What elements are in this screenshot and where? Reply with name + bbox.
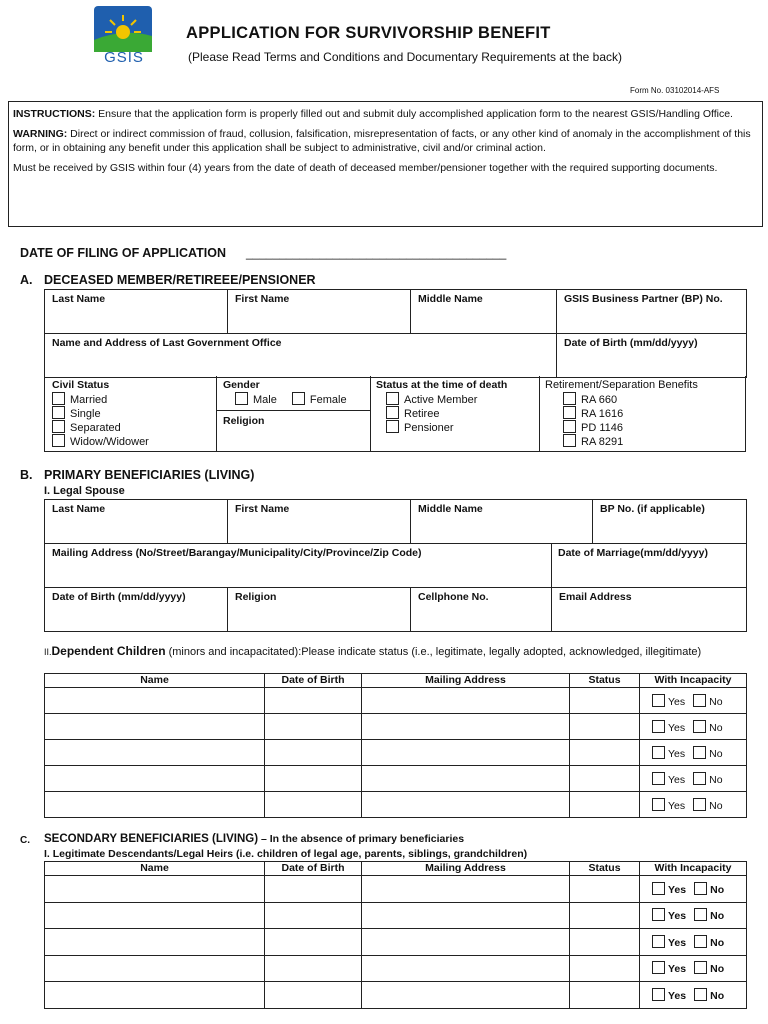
incapacity-no-label: No — [710, 936, 725, 949]
divider — [539, 376, 540, 451]
status-at-death-option[interactable] — [386, 406, 507, 420]
civil-status-checkbox[interactable] — [52, 392, 65, 405]
child-incapacity-cell — [640, 740, 747, 766]
divider — [216, 376, 217, 451]
civil-status-label: Civil Status — [52, 379, 110, 391]
deceased-bp-number[interactable] — [557, 290, 747, 334]
deceased-middle-name[interactable] — [411, 290, 557, 334]
spouse-last-name-label: Last Name — [52, 503, 106, 515]
incapacity-no-label: No — [709, 747, 723, 760]
spouse-mailing-address[interactable] — [45, 544, 552, 588]
civil-status-option[interactable] — [52, 406, 149, 420]
heir-row — [45, 982, 747, 1009]
heir-column-header: With Incapacity — [640, 862, 747, 876]
instructions-box — [8, 101, 763, 227]
legal-heirs-subtitle: I. Legitimate Descendants/Legal Heirs (i.e. children of legal age, parents, siblings, grandchildren) — [44, 848, 528, 860]
retirement-benefit-option[interactable] — [563, 392, 698, 406]
date-of-marriage[interactable] — [552, 544, 747, 588]
child-name-cell[interactable] — [45, 688, 265, 714]
instructions-text: Ensure that the application form is properly filled out and submit duly accomplished application form to the nearest GSIS/Handling Office. — [95, 108, 733, 120]
spouse-first-name[interactable] — [228, 500, 411, 544]
spouse-cellphone-label: Cellphone No. — [418, 591, 489, 603]
civil-status-option[interactable] — [52, 420, 149, 434]
section-a-status-row — [44, 376, 746, 452]
heir-name-cell[interactable] — [45, 955, 265, 982]
retirement-benefit-option[interactable] — [563, 406, 698, 420]
retirement-benefit-checkbox[interactable] — [563, 434, 576, 447]
incapacity-no-checkbox[interactable] — [694, 935, 707, 948]
child-date-of-birth-cell[interactable] — [265, 740, 362, 766]
page-subtitle: (Please Read Terms and Conditions and Documentary Requirements at the back) — [188, 50, 623, 64]
child-status-cell[interactable] — [570, 766, 640, 792]
retirement-benefit-option-label: RA 1616 — [581, 408, 624, 420]
heir-status-cell[interactable] — [570, 982, 640, 1009]
child-incapacity-cell — [640, 714, 747, 740]
heir-column-header: Name — [45, 862, 265, 876]
child-date-of-birth-cell[interactable] — [265, 766, 362, 792]
incapacity-yes-checkbox[interactable] — [652, 882, 665, 895]
spouse-bp-number[interactable] — [593, 500, 747, 544]
spouse-middle-name-label: Middle Name — [418, 503, 483, 515]
deceased-first-name[interactable] — [228, 290, 411, 334]
child-row — [45, 766, 747, 792]
child-column-header: With Incapacity — [640, 674, 747, 688]
deadline-paragraph: Must be received by GSIS within four (4) years from the date of death of deceased member/pensioner together with the required supporting documents. — [13, 162, 718, 174]
incapacity-no-checkbox[interactable] — [694, 961, 707, 974]
incapacity-no-checkbox[interactable] — [693, 694, 706, 707]
child-row — [45, 740, 747, 766]
civil-status-option-label: Married — [70, 394, 108, 406]
form-number: Form No. 03102014-AFS — [630, 86, 720, 95]
child-incapacity-cell — [640, 766, 747, 792]
child-column-header: Mailing Address — [362, 674, 570, 688]
heir-mailing-address-cell[interactable] — [362, 902, 570, 929]
incapacity-yes-label: Yes — [668, 695, 686, 708]
heir-date-of-birth-cell[interactable] — [265, 929, 362, 956]
incapacity-yes-checkbox[interactable] — [652, 961, 665, 974]
section-c-title: SECONDARY BENEFICIARIES (LIVING) — [44, 833, 259, 845]
child-name-cell[interactable] — [45, 714, 265, 740]
status-at-death-checkbox[interactable] — [386, 406, 399, 419]
deceased-first-name-label: First Name — [235, 293, 290, 305]
status-at-death-option[interactable] — [386, 420, 507, 434]
child-mailing-address-cell[interactable] — [362, 740, 570, 766]
incapacity-no-label: No — [709, 695, 723, 708]
heir-row — [45, 876, 747, 903]
heir-column-header: Status — [570, 862, 640, 876]
gender-female-label: Female — [309, 394, 347, 406]
child-date-of-birth-cell[interactable] — [265, 688, 362, 714]
incapacity-no-checkbox[interactable] — [694, 988, 707, 1001]
divider — [370, 376, 371, 451]
divider — [217, 410, 370, 411]
retirement-benefit-option[interactable] — [563, 434, 698, 448]
heir-column-header: Mailing Address — [362, 862, 570, 876]
incapacity-no-checkbox[interactable] — [693, 772, 706, 785]
heir-status-cell[interactable] — [570, 902, 640, 929]
incapacity-no-label: No — [709, 721, 723, 734]
section-b-title: PRIMARY BENEFICIARIES (LIVING) — [44, 468, 255, 482]
incapacity-yes-checkbox[interactable] — [652, 935, 665, 948]
incapacity-no-checkbox[interactable] — [694, 908, 707, 921]
section-c-letter: C. — [20, 835, 30, 846]
status-at-death-option-label: Pensioner — [404, 422, 454, 434]
status-at-death-option[interactable] — [386, 392, 507, 406]
child-name-cell[interactable] — [45, 766, 265, 792]
civil-status-option-label: Widow/Widower — [70, 436, 149, 448]
civil-status-checkbox[interactable] — [52, 406, 65, 419]
heir-incapacity-cell — [640, 876, 747, 903]
child-date-of-birth-cell[interactable] — [265, 792, 362, 818]
heir-name-cell[interactable] — [45, 902, 265, 929]
deceased-last-name[interactable] — [45, 290, 228, 334]
filing-date-field[interactable]: _______________________________________ — [246, 246, 507, 260]
section-b-letter: B. — [20, 468, 33, 482]
incapacity-yes-checkbox[interactable] — [652, 746, 665, 759]
instructions-paragraph — [13, 107, 758, 121]
child-row — [45, 714, 747, 740]
date-of-marriage-label: Date of Marriage(mm/dd/yyyy) — [558, 547, 708, 559]
heir-status-cell[interactable] — [570, 929, 640, 956]
incapacity-yes-checkbox[interactable] — [652, 720, 665, 733]
retirement-benefit-checkbox[interactable] — [563, 420, 576, 433]
section-a-table — [44, 289, 747, 378]
dependent-children-note: (minors and incapacitated):Please indicate status (i.e., legitimate, legally adopted, acknowledged, illegitimate) — [165, 646, 702, 658]
retirement-benefit-option[interactable] — [563, 420, 698, 434]
retirement-benefits-label: Retirement/Separation Benefits — [545, 379, 698, 391]
incapacity-yes-checkbox[interactable] — [652, 798, 665, 811]
incapacity-no-label: No — [709, 799, 723, 812]
spouse-cellphone[interactable] — [411, 588, 552, 632]
child-status-cell[interactable] — [570, 688, 640, 714]
civil-status-option[interactable] — [52, 392, 149, 406]
heir-date-of-birth-cell[interactable] — [265, 902, 362, 929]
spouse-middle-name[interactable] — [411, 500, 593, 544]
incapacity-yes-label: Yes — [668, 989, 687, 1002]
incapacity-no-label: No — [710, 883, 725, 896]
incapacity-yes-checkbox[interactable] — [652, 694, 665, 707]
child-column-header: Name — [45, 674, 265, 688]
status-at-death-option-label: Active Member — [404, 394, 478, 406]
incapacity-no-checkbox[interactable] — [694, 882, 707, 895]
deceased-date-of-birth-label: Date of Birth (mm/dd/yyyy) — [564, 337, 698, 349]
spouse-date-of-birth[interactable] — [45, 588, 228, 632]
child-mailing-address-cell[interactable] — [362, 688, 570, 714]
gender-female-checkbox[interactable] — [292, 392, 305, 405]
child-column-header: Date of Birth — [265, 674, 362, 688]
heir-row — [45, 929, 747, 956]
deceased-religion-label[interactable]: Religion — [223, 415, 265, 427]
heir-mailing-address-cell[interactable] — [362, 929, 570, 956]
incapacity-no-checkbox[interactable] — [693, 720, 706, 733]
section-c-heading — [44, 833, 464, 845]
incapacity-no-checkbox[interactable] — [693, 746, 706, 759]
warning-label: WARNING: — [13, 128, 68, 140]
status-at-death-option-label: Retiree — [404, 408, 440, 420]
heir-name-cell[interactable] — [45, 982, 265, 1009]
instructions-label: INSTRUCTIONS: — [13, 108, 96, 120]
child-date-of-birth-cell[interactable] — [265, 714, 362, 740]
incapacity-no-checkbox[interactable] — [693, 798, 706, 811]
heir-incapacity-cell — [640, 929, 747, 956]
dependent-children-title: Dependent Children — [51, 644, 166, 658]
civil-status-group — [52, 378, 149, 448]
spouse-email-label: Email Address — [559, 591, 632, 603]
heir-column-header: Date of Birth — [265, 862, 362, 876]
gender-male-checkbox[interactable] — [235, 392, 248, 405]
heir-incapacity-cell — [640, 902, 747, 929]
incapacity-yes-label: Yes — [668, 747, 686, 760]
incapacity-yes-checkbox[interactable] — [652, 908, 665, 921]
incapacity-yes-label: Yes — [668, 910, 687, 923]
heir-date-of-birth-cell[interactable] — [265, 982, 362, 1009]
incapacity-yes-label: Yes — [668, 721, 686, 734]
dependent-children-prefix: II. — [44, 647, 52, 657]
spouse-first-name-label: First Name — [235, 503, 290, 515]
section-a-letter: A. — [20, 273, 33, 287]
heir-name-cell[interactable] — [45, 876, 265, 903]
heir-date-of-birth-cell[interactable] — [265, 955, 362, 982]
dependent-children-heading — [44, 644, 749, 659]
heir-date-of-birth-cell[interactable] — [265, 876, 362, 903]
incapacity-no-label: No — [709, 773, 723, 786]
incapacity-no-label: No — [710, 989, 725, 1002]
gender-group — [223, 378, 347, 406]
spouse-mailing-address-label: Mailing Address (No/Street/Barangay/Municipality/City/Province/Zip Code) — [52, 547, 422, 559]
incapacity-yes-label: Yes — [668, 773, 686, 786]
heir-incapacity-cell — [640, 982, 747, 1009]
child-incapacity-cell — [640, 792, 747, 818]
child-status-cell[interactable] — [570, 740, 640, 766]
deceased-bp-number-label: GSIS Business Partner (BP) No. — [564, 293, 723, 305]
incapacity-yes-checkbox[interactable] — [652, 988, 665, 1001]
last-government-office[interactable] — [45, 334, 557, 378]
gender-label: Gender — [223, 379, 260, 391]
civil-status-option[interactable] — [52, 434, 149, 448]
retirement-benefit-option-label: RA 660 — [581, 394, 618, 406]
legal-spouse-table — [44, 499, 747, 632]
civil-status-option-label: Single — [70, 408, 101, 420]
warning-paragraph — [13, 127, 758, 155]
spouse-date-of-birth-label: Date of Birth (mm/dd/yyyy) — [52, 591, 186, 603]
heir-mailing-address-cell[interactable] — [362, 876, 570, 903]
legal-spouse-subtitle: I. Legal Spouse — [44, 485, 125, 497]
child-row — [45, 792, 747, 818]
child-status-cell[interactable] — [570, 792, 640, 818]
spouse-bp-number-label: BP No. (if applicable) — [600, 503, 705, 515]
spouse-religion[interactable] — [228, 588, 411, 632]
gender-male-label: Male — [253, 394, 277, 406]
incapacity-yes-label: Yes — [668, 936, 687, 949]
status-at-death-label: Status at the time of death — [376, 379, 508, 391]
heir-name-cell[interactable] — [45, 929, 265, 956]
retirement-benefit-option-label: RA 8291 — [581, 436, 624, 448]
child-mailing-address-cell[interactable] — [362, 714, 570, 740]
deceased-date-of-birth[interactable] — [557, 334, 747, 378]
section-a-title: DECEASED MEMBER/RETIREEE/PENSIONER — [44, 273, 316, 287]
heir-row — [45, 955, 747, 982]
retirement-benefit-checkbox[interactable] — [563, 392, 576, 405]
incapacity-yes-label: Yes — [668, 963, 687, 976]
heir-status-cell[interactable] — [570, 876, 640, 903]
child-mailing-address-cell[interactable] — [362, 766, 570, 792]
status-at-death-checkbox[interactable] — [386, 420, 399, 433]
incapacity-no-label: No — [710, 963, 725, 976]
retirement-benefit-option-label: PD 1146 — [581, 422, 623, 434]
retirement-benefit-checkbox[interactable] — [563, 406, 576, 419]
child-row — [45, 688, 747, 714]
page-title: APPLICATION FOR SURVIVORSHIP BENEFIT — [186, 24, 551, 42]
status-at-death-checkbox[interactable] — [386, 392, 399, 405]
last-government-office-label: Name and Address of Last Government Office — [52, 337, 282, 349]
incapacity-yes-checkbox[interactable] — [652, 772, 665, 785]
spouse-last-name[interactable] — [45, 500, 228, 544]
incapacity-yes-label: Yes — [668, 799, 686, 812]
heir-mailing-address-cell[interactable] — [362, 955, 570, 982]
child-mailing-address-cell[interactable] — [362, 792, 570, 818]
dependent-children-table — [44, 673, 747, 818]
incapacity-yes-label: Yes — [668, 883, 687, 896]
civil-status-checkbox[interactable] — [52, 420, 65, 433]
deceased-last-name-label: Last Name — [52, 293, 106, 305]
section-c-note: – In the absence of primary beneficiaries — [258, 833, 465, 845]
retirement-benefits-group — [545, 378, 698, 448]
spouse-religion-label: Religion — [235, 591, 277, 603]
heir-mailing-address-cell[interactable] — [362, 982, 570, 1009]
logo-text: GSIS — [104, 49, 144, 66]
civil-status-checkbox[interactable] — [52, 434, 65, 447]
child-status-cell[interactable] — [570, 714, 640, 740]
child-name-cell[interactable] — [45, 792, 265, 818]
filing-date-label: DATE OF FILING OF APPLICATION — [20, 246, 227, 260]
child-column-header: Status — [570, 674, 640, 688]
heir-status-cell[interactable] — [570, 955, 640, 982]
deceased-middle-name-label: Middle Name — [418, 293, 483, 305]
warning-text: Direct or indirect commission of fraud, collusion, falsification, misrepresentation of facts, or any other kind of anomaly in the accomplishment of this form, or in obtaining any benefit under this application shall be subject to administrative, civil and/or criminal action. — [13, 128, 751, 154]
legal-heirs-table — [44, 861, 747, 1009]
incapacity-no-label: No — [710, 910, 725, 923]
child-incapacity-cell — [640, 688, 747, 714]
heir-row — [45, 902, 747, 929]
child-name-cell[interactable] — [45, 740, 265, 766]
status-at-death-group — [376, 378, 507, 434]
heir-incapacity-cell — [640, 955, 747, 982]
civil-status-option-label: Separated — [70, 422, 121, 434]
spouse-email[interactable] — [552, 588, 747, 632]
